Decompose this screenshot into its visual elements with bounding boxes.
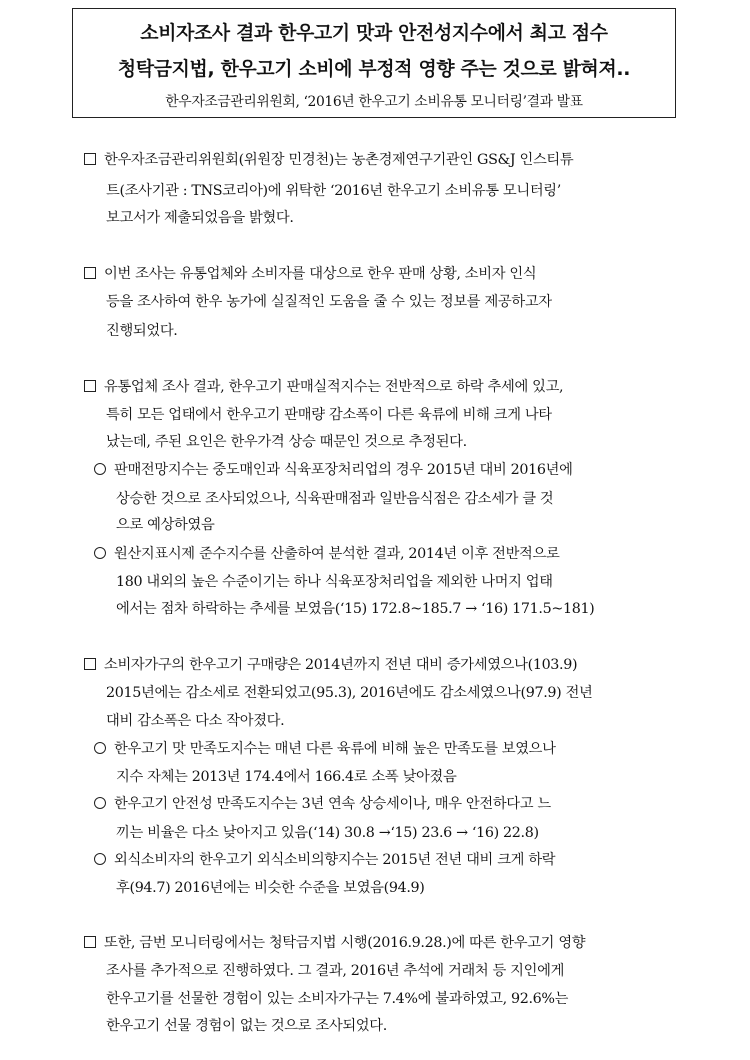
subitem-4-3-text-1: 외식소비자의 한우고기 외식소비의향지수는 2015년 전년 대비 크게 하락 <box>114 852 556 868</box>
paragraph-5-line-2: 조사를 추가적으로 진행하였다. 그 결과, 2016년 추석에 거래처 등 지인에게 <box>106 963 565 979</box>
paragraph-2-line-1 <box>84 264 536 284</box>
paragraph-1-text-1: 한우자조금관리위원회(위원장 민경천)는 농촌경제연구기관인 GS&J 인스티튜 <box>104 152 574 168</box>
paragraph-4-line-2: 2015년에는 감소세로 전환되었고(95.3), 2016년에도 감소세였으나(97.9) 전년 <box>106 685 593 701</box>
subitem-4-2-line-2: 끼는 비율은 다소 낮아지고 있음(‘14) 30.8 →‘15) 23.6 → ‘16) 22.8) <box>116 825 539 841</box>
paragraph-2-line-2: 등을 조사하여 한우 농가에 실질적인 도움을 줄 수 있는 정보를 제공하고자 <box>106 294 552 310</box>
paragraph-1-line-1 <box>84 150 573 170</box>
headline: 소비자조사 결과 한우고기 맛과 안전성지수에서 최고 점수 <box>140 22 608 44</box>
paragraph-1-line-2: 트(조사기관 : TNS코리아)에 위탁한 ‘2016년 한우고기 소비유통 모니터링’ <box>106 183 561 199</box>
subitem-3-1-line-3: 으로 예상하였음 <box>116 517 215 533</box>
paragraph-5-line-1 <box>84 933 585 953</box>
paragraph-1-line-3: 보고서가 제출되었음을 밝혔다. <box>106 210 294 226</box>
paragraph-5-text-1: 또한, 금번 모니터링에서는 청탁금지법 시행(2016.9.28.)에 따른 한우고기 영향 <box>104 935 586 951</box>
paragraph-4-line-1 <box>84 655 577 675</box>
subitem-3-2-line-2: 180 내외의 높은 수준이기는 하나 식육포장처리업을 제외한 나머지 업태 <box>116 574 553 590</box>
paragraph-3-line-3: 났는데, 주된 요인은 한우가격 상승 때문인 것으로 추정된다. <box>106 434 467 450</box>
subitem-4-1-line-1 <box>94 739 556 759</box>
title-box <box>72 8 676 118</box>
square-bullet-icon <box>84 267 96 279</box>
paragraph-3-line-2: 특히 모든 업태에서 한우고기 판매량 감소폭이 다른 육류에 비해 크게 나타 <box>106 407 552 423</box>
subitem-3-2-text-1: 원산지표시제 준수지수를 산출하여 분석한 결과, 2014년 이후 전반적으로 <box>114 546 560 562</box>
subitem-3-1-line-2: 상승한 것으로 조사되었으나, 식육판매점과 일반음식점은 감소세가 클 것 <box>116 491 554 507</box>
square-bullet-icon <box>84 936 96 948</box>
subheadline: 청탁금지법, 한우고기 소비에 부정적 영향 주는 것으로 밝혀져.. <box>117 58 631 80</box>
circle-bullet-icon <box>94 463 106 475</box>
subitem-3-2-line-3: 에서는 점차 하락하는 추세를 보였음(‘15) 172.8~185.7 → ‘16) 171.5~181) <box>116 601 595 617</box>
subitem-3-1-line-1 <box>94 460 573 480</box>
subitem-4-3-line-2: 후(94.7) 2016년에는 비슷한 수준을 보였음(94.9) <box>116 880 425 896</box>
paragraph-4-line-3: 대비 감소폭은 다소 작아졌다. <box>106 713 285 729</box>
circle-bullet-icon <box>94 853 106 865</box>
paragraph-2-text-1: 이번 조사는 유통업체와 소비자를 대상으로 한우 판매 상황, 소비자 인식 <box>104 266 537 282</box>
square-bullet-icon <box>84 153 96 165</box>
paragraph-3-line-1 <box>84 377 563 397</box>
circle-bullet-icon <box>94 742 106 754</box>
paragraph-5-line-3: 한우고기를 선물한 경험이 있는 소비자가구는 7.4%에 불과하였고, 92.6%는 <box>106 991 569 1007</box>
square-bullet-icon <box>84 658 96 670</box>
subitem-4-1-line-2: 지수 자체는 2013년 174.4에서 166.4로 소폭 낮아졌음 <box>116 769 457 785</box>
byline: 한우자조금관리위원회, ‘2016년 한우고기 소비유통 모니터링’결과 발표 <box>165 94 583 110</box>
paragraph-5-line-4: 한우고기 선물 경험이 없는 것으로 조사되었다. <box>106 1018 387 1034</box>
subitem-3-2-line-1 <box>94 544 559 564</box>
paragraph-2-line-3: 진행되었다. <box>106 323 178 339</box>
subitem-4-2-text-1: 한우고기 안전성 만족도지수는 3년 연속 상승세이나, 매우 안전하다고 느 <box>114 796 551 812</box>
circle-bullet-icon <box>94 547 106 559</box>
subitem-4-2-line-1 <box>94 794 551 814</box>
circle-bullet-icon <box>94 797 106 809</box>
subitem-3-1-text-1: 판매전망지수는 중도매인과 식육포장처리업의 경우 2015년 대비 2016년에 <box>114 462 573 478</box>
subitem-4-3-line-1 <box>94 850 555 870</box>
square-bullet-icon <box>84 380 96 392</box>
paragraph-3-text-1: 유통업체 조사 결과, 한우고기 판매실적지수는 전반적으로 하락 추세에 있고, <box>104 379 564 395</box>
paragraph-4-text-1: 소비자가구의 한우고기 구매량은 2014년까지 전년 대비 증가세였으나(103.9) <box>104 657 578 673</box>
subitem-4-1-text-1: 한우고기 맛 만족도지수는 매년 다른 육류에 비해 높은 만족도를 보였으나 <box>114 741 556 757</box>
